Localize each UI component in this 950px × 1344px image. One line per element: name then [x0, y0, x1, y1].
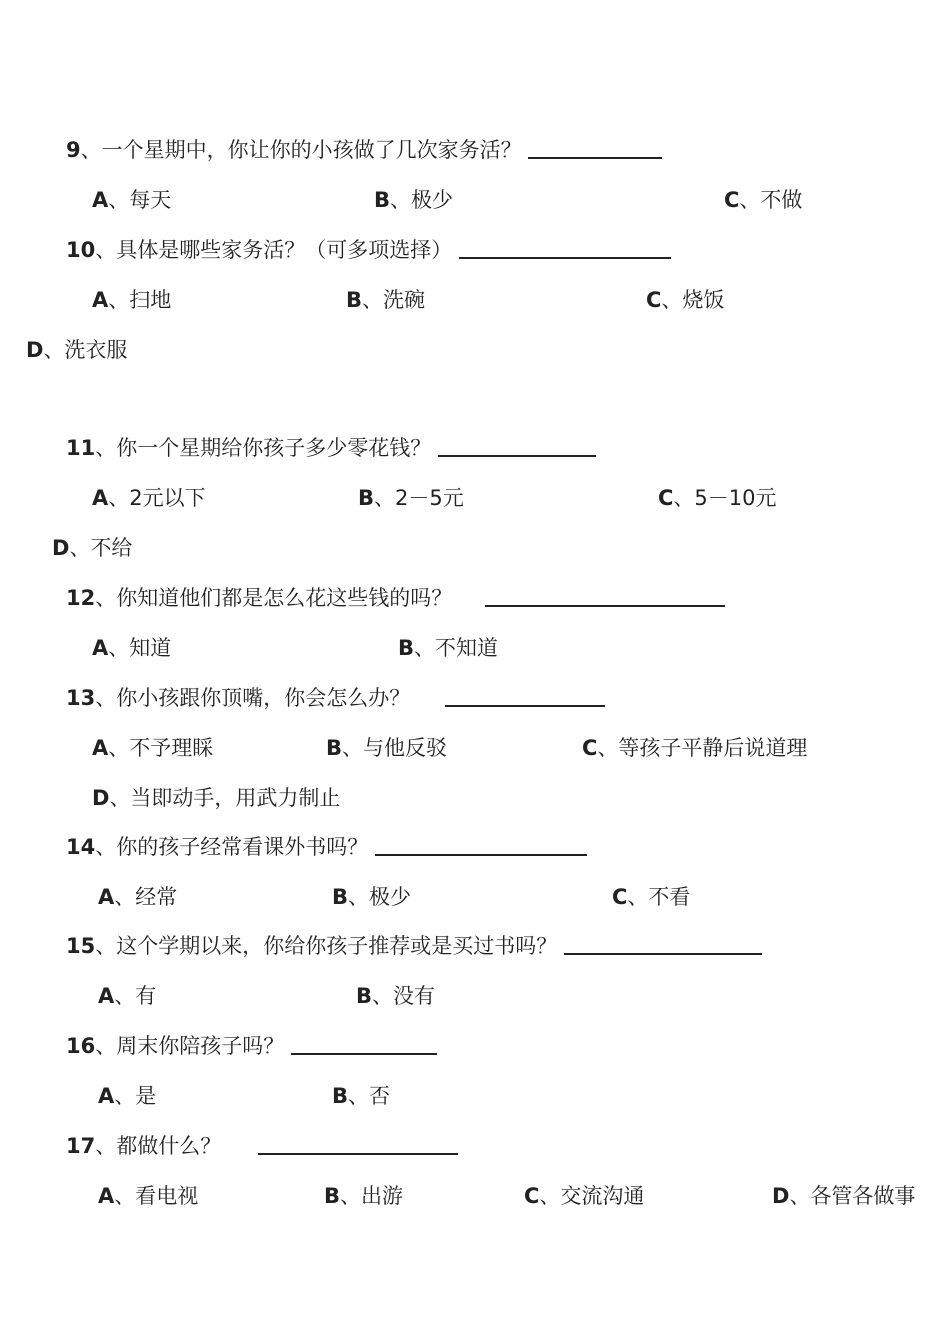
option-10-b[interactable]: B、洗碗 — [346, 288, 426, 312]
option-14-b[interactable]: B、极少 — [332, 885, 412, 909]
option-13-b[interactable]: B、与他反驳 — [326, 736, 448, 760]
option-16-a[interactable]: A、是 — [98, 1084, 157, 1108]
question-text: 、这个学期以来，你给你孩子推荐或是买过书吗？ — [95, 934, 558, 958]
option-13-c[interactable]: C、等孩子平静后说道理 — [582, 736, 808, 760]
answer-blank[interactable] — [375, 834, 587, 856]
answer-blank[interactable] — [528, 137, 662, 159]
option-9-c[interactable]: C、不做 — [724, 188, 803, 212]
option-13-d[interactable]: D、当即动手，用武力制止 — [92, 786, 341, 810]
question-14 — [66, 833, 587, 861]
question-number: 12 — [66, 586, 96, 610]
option-9-b[interactable]: B、极少 — [374, 188, 454, 212]
question-text: 、一个星期中，你让你的小孩做了几次家务活？ — [80, 138, 522, 162]
question-12 — [66, 584, 725, 612]
question-number: 16 — [66, 1034, 96, 1058]
question-text: 、具体是哪些家务活？（可多项选择） — [95, 238, 453, 262]
question-17 — [66, 1132, 458, 1160]
option-17-a[interactable]: A、看电视 — [98, 1184, 199, 1208]
option-17-c[interactable]: C、交流沟通 — [524, 1184, 645, 1208]
option-11-b[interactable]: B、2－5元 — [358, 486, 464, 510]
question-16 — [66, 1032, 437, 1060]
question-text: 、周末你陪孩子吗？ — [95, 1034, 285, 1058]
option-15-b[interactable]: B、没有 — [356, 984, 436, 1008]
option-14-c[interactable]: C、不看 — [612, 885, 691, 909]
option-13-a[interactable]: A、不予理睬 — [92, 736, 214, 760]
answer-blank[interactable] — [564, 933, 762, 955]
option-17-d[interactable]: D、各管各做事 — [772, 1184, 916, 1208]
question-number: 13 — [66, 686, 96, 710]
question-15 — [66, 932, 762, 960]
answer-blank[interactable] — [459, 237, 671, 259]
option-17-b[interactable]: B、出游 — [324, 1184, 404, 1208]
option-12-b[interactable]: B、不知道 — [398, 636, 499, 660]
option-10-a[interactable]: A、扫地 — [92, 288, 172, 312]
question-text: 、都做什么？ — [95, 1134, 222, 1158]
option-11-d[interactable]: D、不给 — [52, 536, 133, 560]
question-number: 15 — [66, 934, 96, 958]
option-11-c[interactable]: C、5－10元 — [658, 486, 777, 510]
option-9-a[interactable]: A、每天 — [92, 188, 172, 212]
answer-blank[interactable] — [258, 1133, 458, 1155]
option-11-a[interactable]: A、2元以下 — [92, 486, 206, 510]
question-text: 、你一个星期给你孩子多少零花钱？ — [95, 436, 432, 460]
option-10-d[interactable]: D、洗衣服 — [26, 338, 128, 362]
question-text: 、你的孩子经常看课外书吗？ — [95, 835, 369, 859]
question-text: 、你小孩跟你顶嘴，你会怎么办？ — [95, 686, 411, 710]
question-9 — [66, 136, 662, 164]
question-11 — [66, 434, 596, 462]
option-10-c[interactable]: C、烧饭 — [646, 288, 725, 312]
question-text: 、你知道他们都是怎么花这些钱的吗？ — [95, 586, 453, 610]
question-number: 17 — [66, 1134, 96, 1158]
option-12-a[interactable]: A、知道 — [92, 636, 172, 660]
question-13 — [66, 684, 605, 712]
option-16-b[interactable]: B、否 — [332, 1084, 391, 1108]
option-15-a[interactable]: A、有 — [98, 984, 157, 1008]
question-10 — [66, 236, 671, 264]
answer-blank[interactable] — [485, 585, 725, 607]
question-number: 11 — [66, 436, 96, 460]
question-number: 14 — [66, 835, 96, 859]
answer-blank[interactable] — [438, 435, 596, 457]
question-number: 10 — [66, 238, 96, 262]
option-14-a[interactable]: A、经常 — [98, 885, 178, 909]
answer-blank[interactable] — [291, 1033, 437, 1055]
answer-blank[interactable] — [445, 685, 605, 707]
question-number: 9 — [66, 138, 81, 162]
